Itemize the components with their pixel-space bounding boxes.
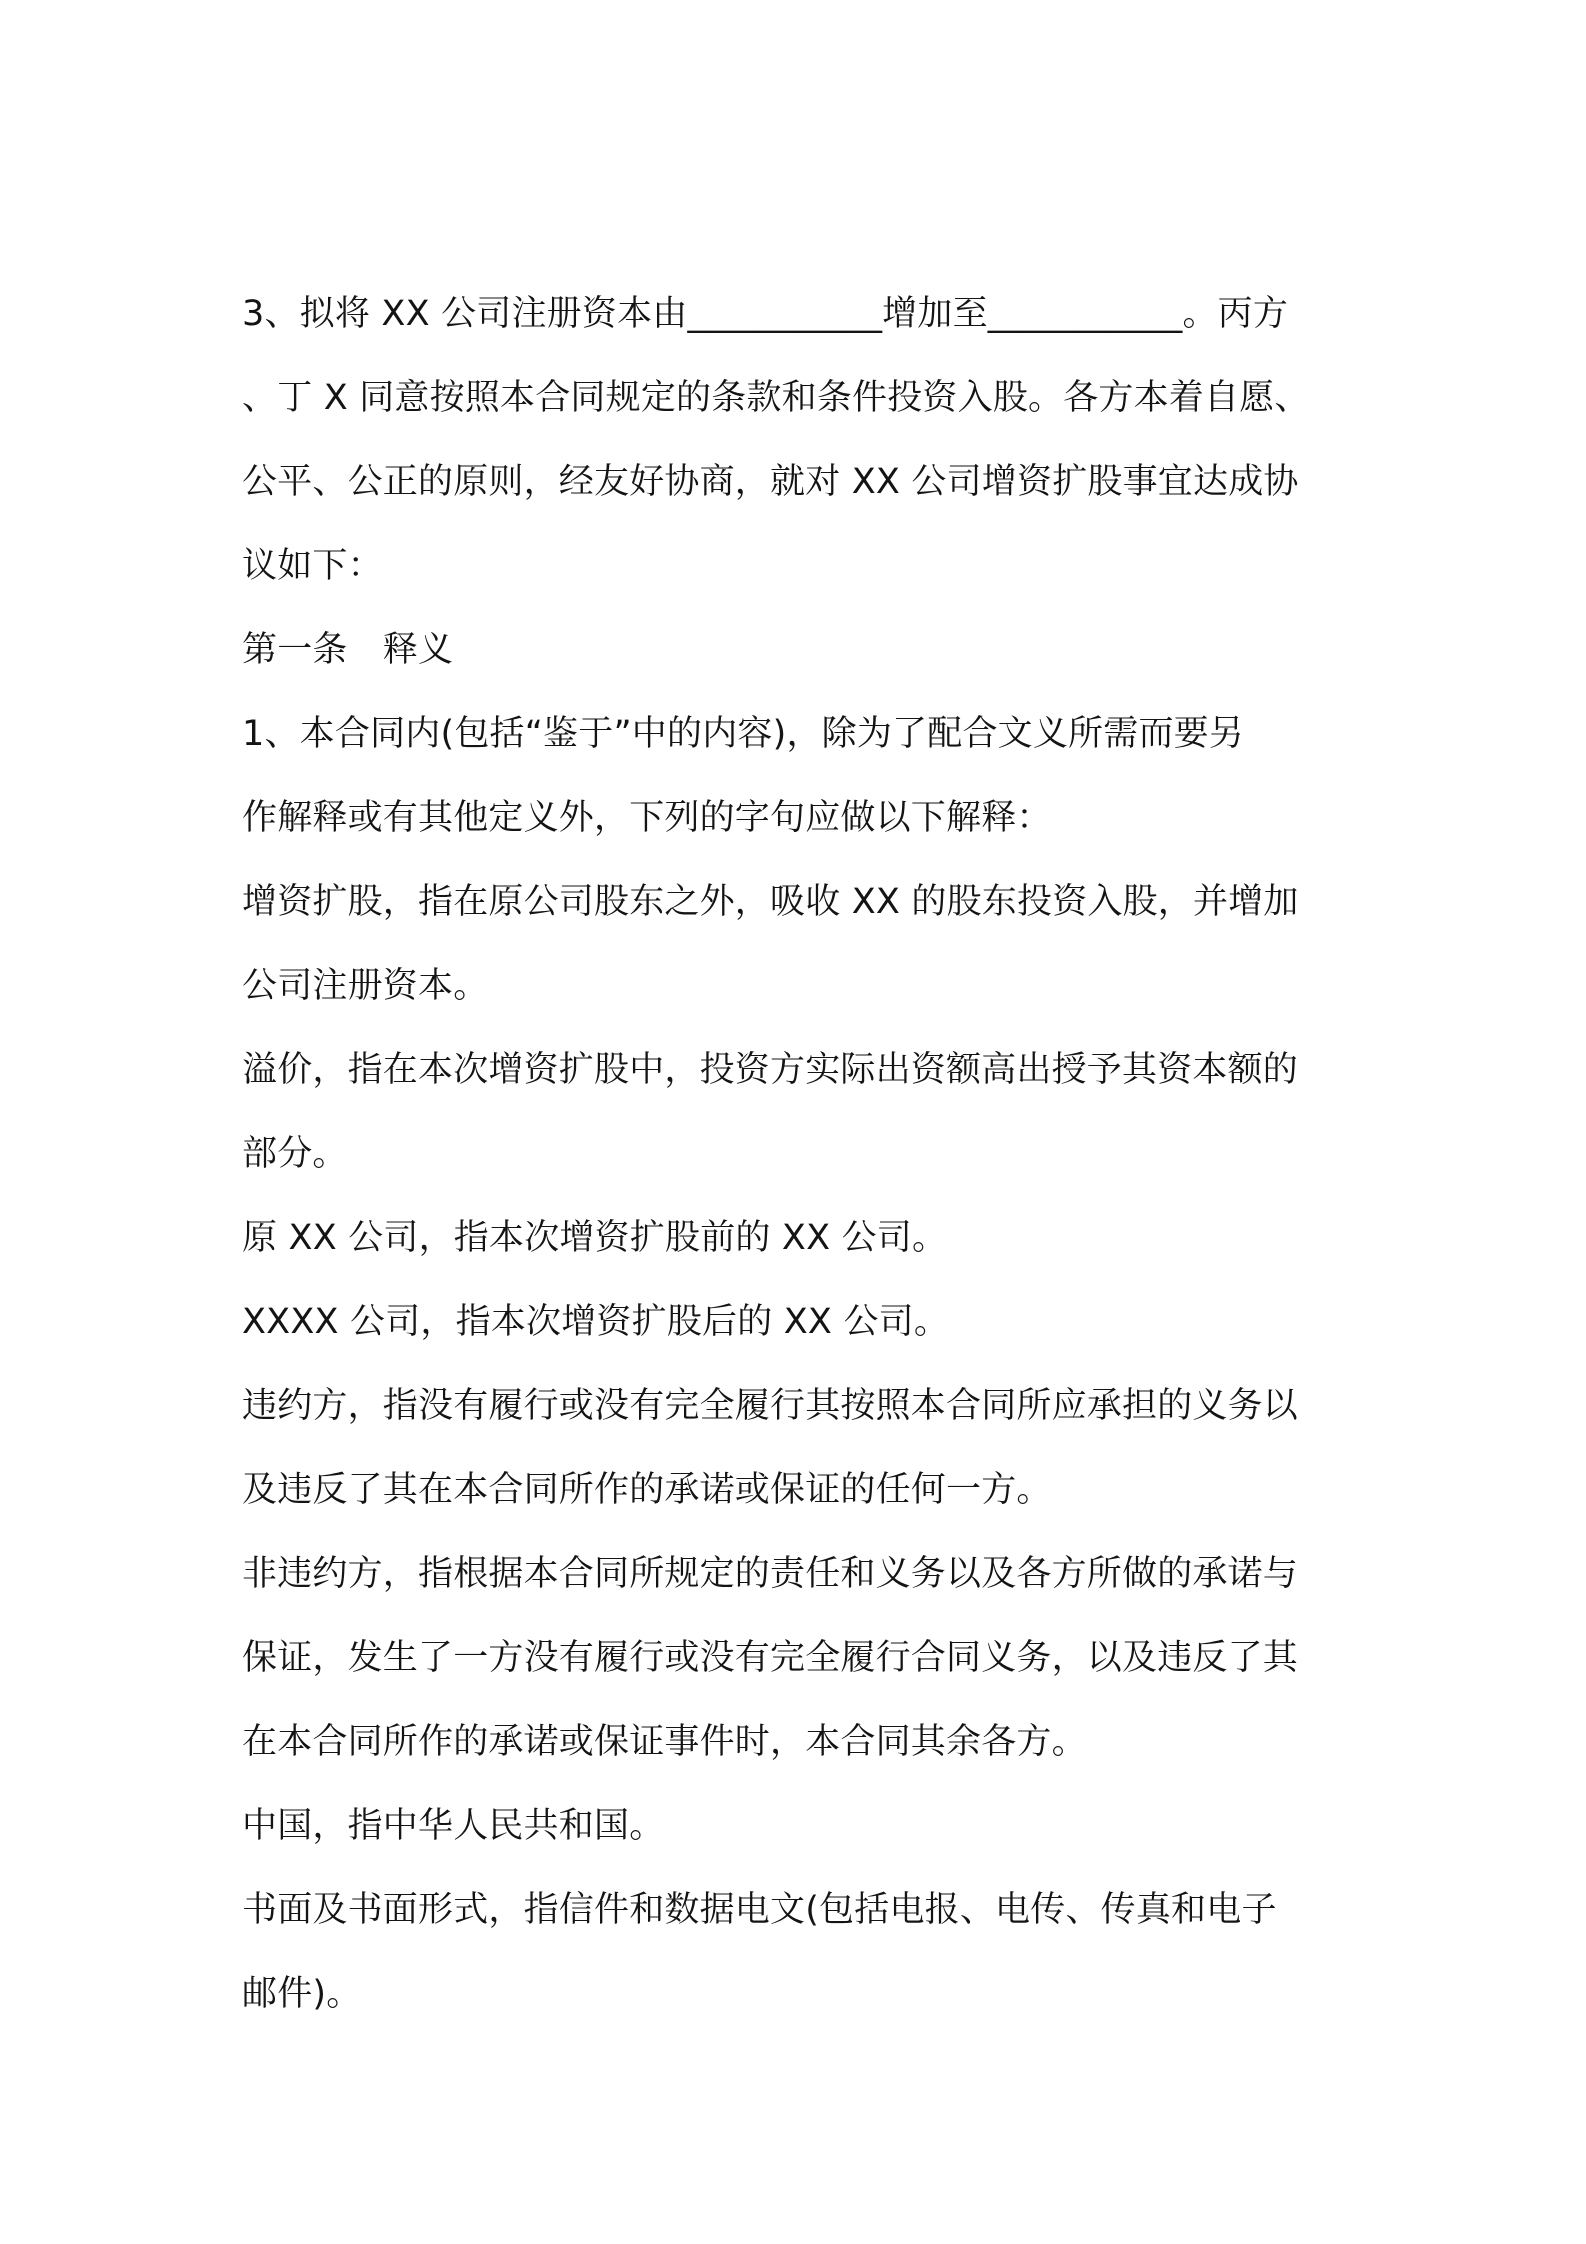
definition-line: XXXX 公司，指本次增资扩股后的 XX 公司。 [242,1302,950,1342]
text-line: 及违反了其在本合同所作的承诺或保证的任何一方。 [242,1470,1052,1510]
text-line: 在本合同所作的承诺或保证事件时，本合同其余各方。 [242,1722,1087,1762]
text-line: 保证，发生了一方没有履行或没有完全履行合同义务，以及违反了其 [242,1638,1299,1678]
contract-body [242,272,1354,2036]
text-line: 部分。 [242,1134,348,1174]
definition-line: 溢价，指在本次增资扩股中，投资方实际出资额高出授予其资本额的 [242,1050,1299,1090]
text-line: 公司注册资本。 [242,966,489,1006]
article-heading: 第一条 释义 [242,630,454,670]
text-line: 邮件)。 [242,1974,362,2014]
definition-line: 中国，指中华人民共和国。 [242,1806,665,1846]
text-line: 、丁 X 同意按照本合同规定的条款和条件投资入股。各方本着自愿、 [242,378,1310,418]
definition-line: 书面及书面形式，指信件和数据电文(包括电报、电传、传真和电子 [242,1890,1277,1930]
definition-line: 原 XX 公司，指本次增资扩股前的 XX 公司。 [242,1218,948,1258]
definition-line: 增资扩股，指在原公司股东之外，吸收 XX 的股东投资入股，并增加 [242,882,1299,922]
definition-line: 非违约方，指根据本合同所规定的责任和义务以及各方所做的承诺与 [242,1554,1299,1594]
text-line: 3、拟将 XX 公司注册资本由___________增加至___________。丙方 [242,294,1289,334]
text-line: 公平、公正的原则，经友好协商，就对 XX 公司增资扩股事宜达成协 [242,462,1299,502]
text-line: 1、本合同内(包括“鉴于”中的内容)，除为了配合文义所需而要另 [242,714,1245,754]
text-line: 议如下： [242,546,383,586]
definition-line: 违约方，指没有履行或没有完全履行其按照本合同所应承担的义务以 [242,1386,1299,1426]
text-line: 作解释或有其他定义外，下列的字句应做以下解释： [242,798,1052,838]
